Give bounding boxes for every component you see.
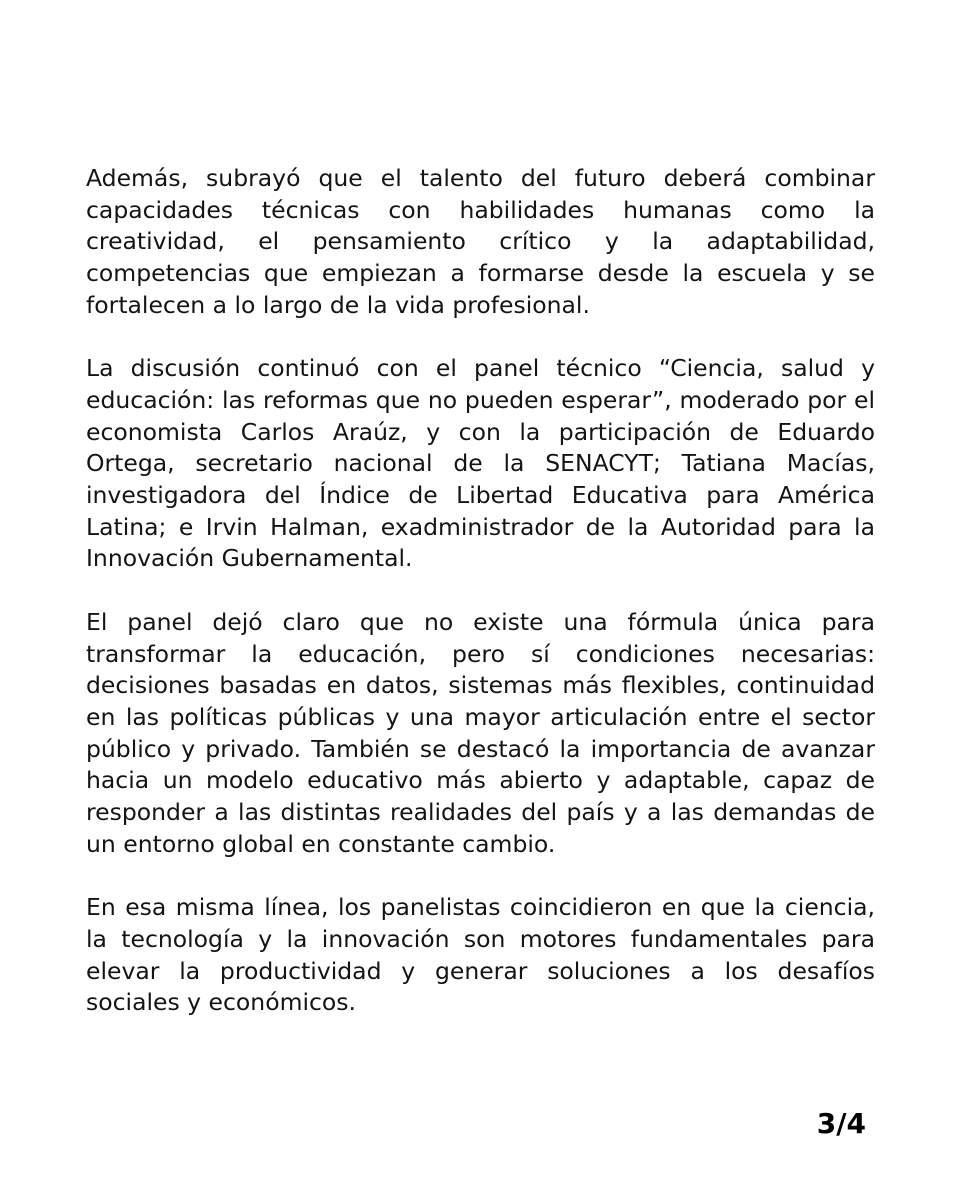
paragraph-science-innovation: En esa misma línea, los panelistas coincidieron en que la ciencia, la tecnología y la innovación son motores fundamentales para elevar la productividad y generar soluciones a los desafíos sociales y económicos. — [86, 893, 875, 1017]
article-body — [86, 163, 875, 1019]
page-indicator: 3/4 — [816, 1107, 866, 1140]
paragraph-talent-future: Además, subrayó que el talento del futuro deberá combinar capacidades técnicas con habilidades humanas como la creatividad, el pensamiento crítico y la adaptabilidad, competencias que empiezan a formarse desde la escuela y se fortalecen a lo largo de la vida profesional. — [86, 164, 875, 319]
paragraph-panel-discussion: La discusión continuó con el panel técnico “Ciencia, salud y educación: las reformas que no pueden esperar”, moderado por el economista Carlos Araúz, y con la participación de Eduardo Ortega, secretario nacional de la SENACYT; Tatiana Macías, investigadora del Índice de Libertad Educativa para América Latina; e Irvin Halman, exadministrador de la Autoridad para la Innovación Gubernamental. — [86, 354, 875, 573]
paragraph-panel-conclusions: El panel dejó claro que no existe una fórmula única para transformar la educación, pero sí condiciones necesarias: decisiones basadas en datos, sistemas más flexibles, continuidad en las políticas públicas y una mayor articulación entre el sector público y privado. También se destacó la importancia de avanzar hacia un modelo educativo más abierto y adaptable, capaz de responder a las distintas realidades del país y a las demandas de un entorno global en constante cambio. — [86, 607, 875, 858]
